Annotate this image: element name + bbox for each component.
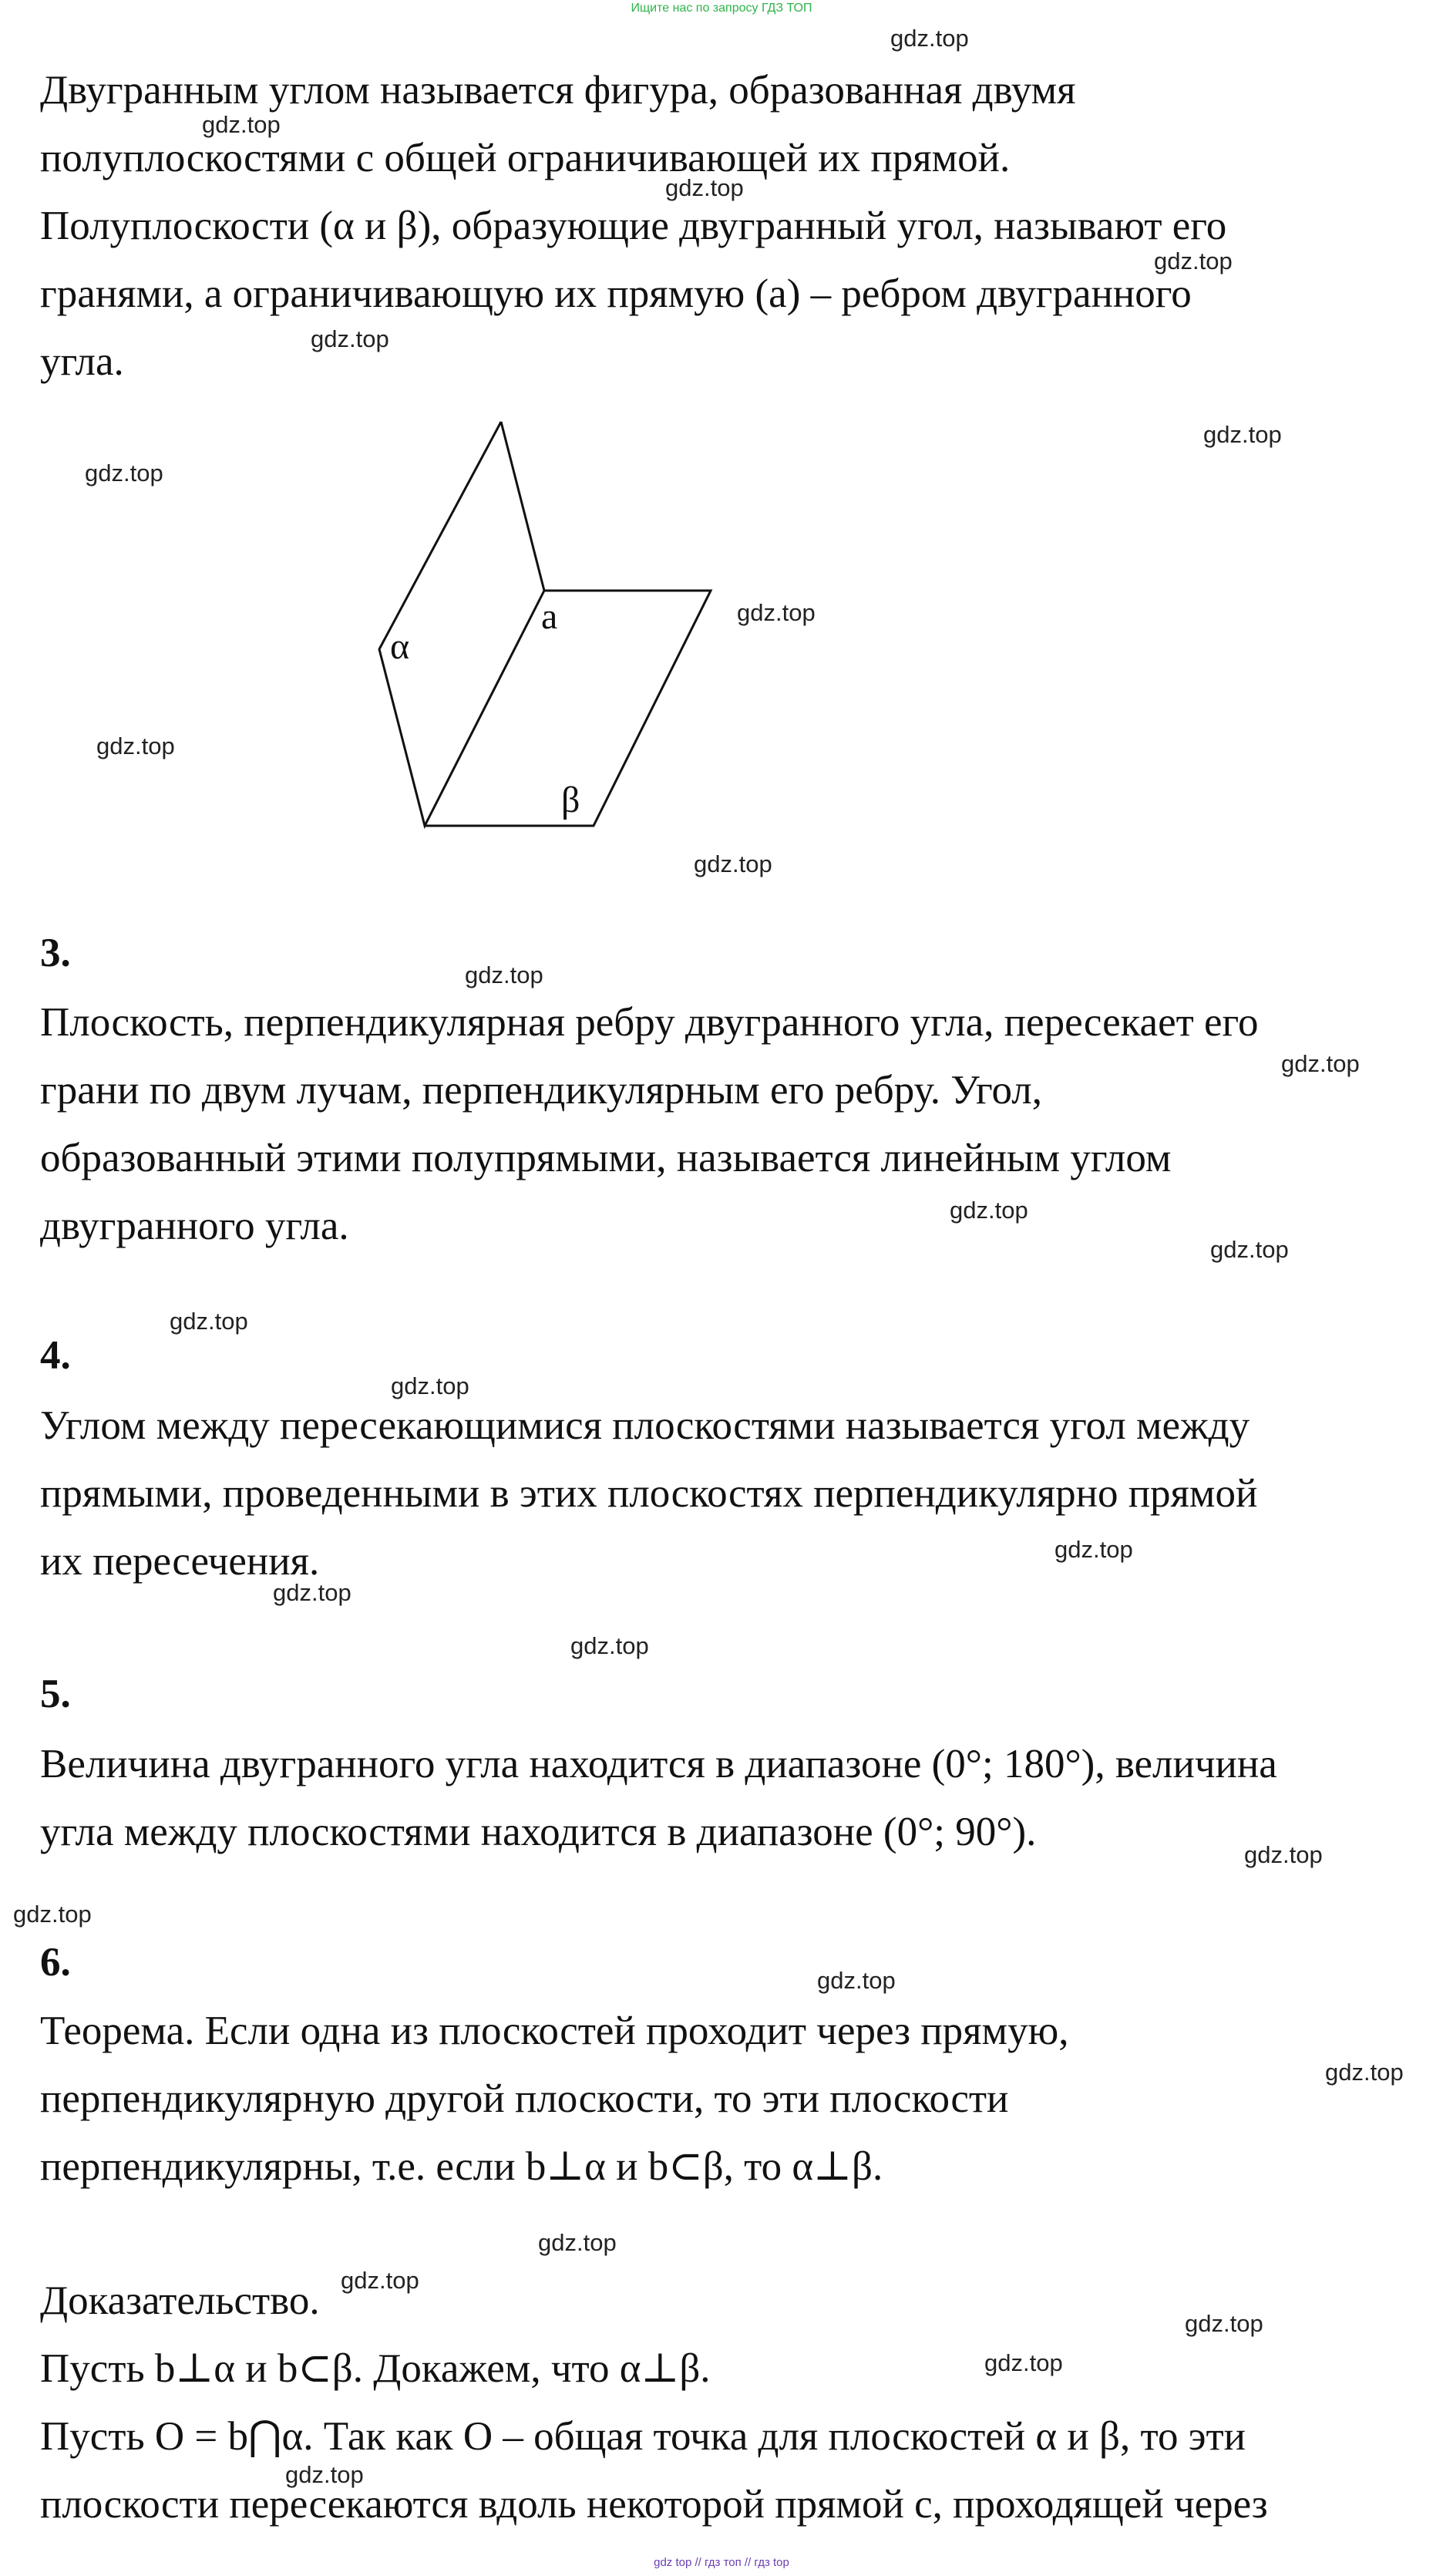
text-line: Доказательство. [40, 2278, 320, 2323]
watermark: gdz.top [665, 174, 744, 201]
watermark: gdz.top [85, 460, 163, 487]
watermark: gdz.top [737, 599, 816, 626]
text-line: двугранного угла. [40, 1204, 349, 1248]
text-line: Пусть b⊥α и b⊂β. Докажем, что α⊥β. [40, 2346, 711, 2391]
text-line: полуплоскостями с общей ограничивающей их прямой. [40, 136, 1011, 180]
watermark: gdz.top [538, 2229, 617, 2256]
watermark: gdz.top [391, 1372, 469, 1399]
text-line: их пересечения. [40, 1539, 320, 1584]
angle-range-paragraph [40, 1730, 1420, 1866]
section-number: 4. [40, 1333, 71, 1378]
text-line: грани по двум лучам, перпендикулярным его ребру. Угол, [40, 1068, 1042, 1113]
text-line: Двугранным углом называется фигура, образованная двумя [40, 68, 1076, 113]
watermark: gdz.top [1154, 247, 1233, 274]
text-line: угла между плоскостями находится в диапазоне (0°; 90°). [40, 1810, 1037, 1854]
watermark: gdz.top [1203, 421, 1282, 448]
text-line: перпендикулярную другой плоскости, то эти плоскости [40, 2076, 1009, 2121]
watermark: gdz.top [341, 2267, 419, 2294]
watermark: gdz.top [950, 1197, 1028, 1224]
watermark: gdz.top [984, 2349, 1063, 2376]
watermark: gdz.top [1281, 1050, 1360, 1077]
watermark: gdz.top [694, 850, 772, 877]
section-number: 3. [40, 931, 71, 975]
label-alpha: α [390, 626, 410, 667]
text-line: угла. [40, 339, 124, 384]
watermark: gdz.top [1210, 1236, 1289, 1263]
watermark: gdz.top [96, 732, 175, 759]
watermark: gdz.top [273, 1579, 352, 1606]
section-number: 6. [40, 1940, 71, 1985]
watermark: gdz.top [202, 111, 281, 138]
text-line: Пусть O = b⋂α. Так как O – общая точка для плоскостей α и β, то эти [40, 2414, 1246, 2459]
text-line: перпендикулярны, т.е. если b⊥α и b⊂β, то α⊥β. [40, 2144, 883, 2189]
text-line: Теорема. Если одна из плоскостей проходит через прямую, [40, 2009, 1069, 2053]
text-line: Углом между пересекающимися плоскостями называется угол между [40, 1403, 1250, 1448]
watermark: gdz.top [1054, 1536, 1133, 1563]
text-line: плоскости пересекаются вдоль некоторой прямой c, проходящей через [40, 2482, 1268, 2527]
watermark: gdz.top [170, 1308, 248, 1335]
angle-between-planes-paragraph [40, 1392, 1420, 1595]
text-line: Плоскость, перпендикулярная ребру двугранного угла, пересекает его [40, 1000, 1259, 1045]
watermark: gdz.top [285, 2461, 364, 2488]
face-alpha-outline [379, 422, 544, 826]
theorem-paragraph [40, 1997, 1420, 2201]
watermark: gdz.top [570, 1632, 649, 1659]
definition-paragraph [40, 56, 1420, 396]
watermark: gdz.top [13, 1901, 92, 1928]
label-edge-a: a [541, 596, 558, 637]
text-line: прямыми, проведенными в этих плоскостях перпендикулярно прямой [40, 1471, 1258, 1516]
section-number: 5. [40, 1672, 71, 1716]
proof-paragraph [40, 2335, 1420, 2538]
watermark: gdz.top [890, 25, 969, 52]
top-banner: Ищите нас по запросу ГДЗ ТОП [631, 2, 812, 15]
watermark: gdz.top [1325, 2059, 1404, 2086]
label-beta: β [561, 780, 580, 820]
watermark: gdz.top [1244, 1841, 1323, 1868]
watermark: gdz.top [465, 961, 543, 988]
text-line: образованный этими полупрямыми, называется линейным углом [40, 1136, 1172, 1180]
linear-angle-paragraph [40, 988, 1420, 1260]
watermark: gdz.top [1185, 2310, 1263, 2337]
bottom-banner: gdz top // гдз топ // гдз top [654, 2556, 789, 2569]
watermark: gdz.top [817, 1967, 896, 1994]
dihedral-angle-figure [370, 412, 771, 844]
text-line: гранями, а ограничивающую их прямую (a) – ребром двугранного [40, 271, 1192, 316]
text-line: Полуплоскости (α и β), образующие двугранный угол, называют его [40, 204, 1227, 248]
watermark: gdz.top [311, 325, 389, 352]
text-line: Величина двугранного угла находится в диапазоне (0°; 180°), величина [40, 1742, 1277, 1786]
